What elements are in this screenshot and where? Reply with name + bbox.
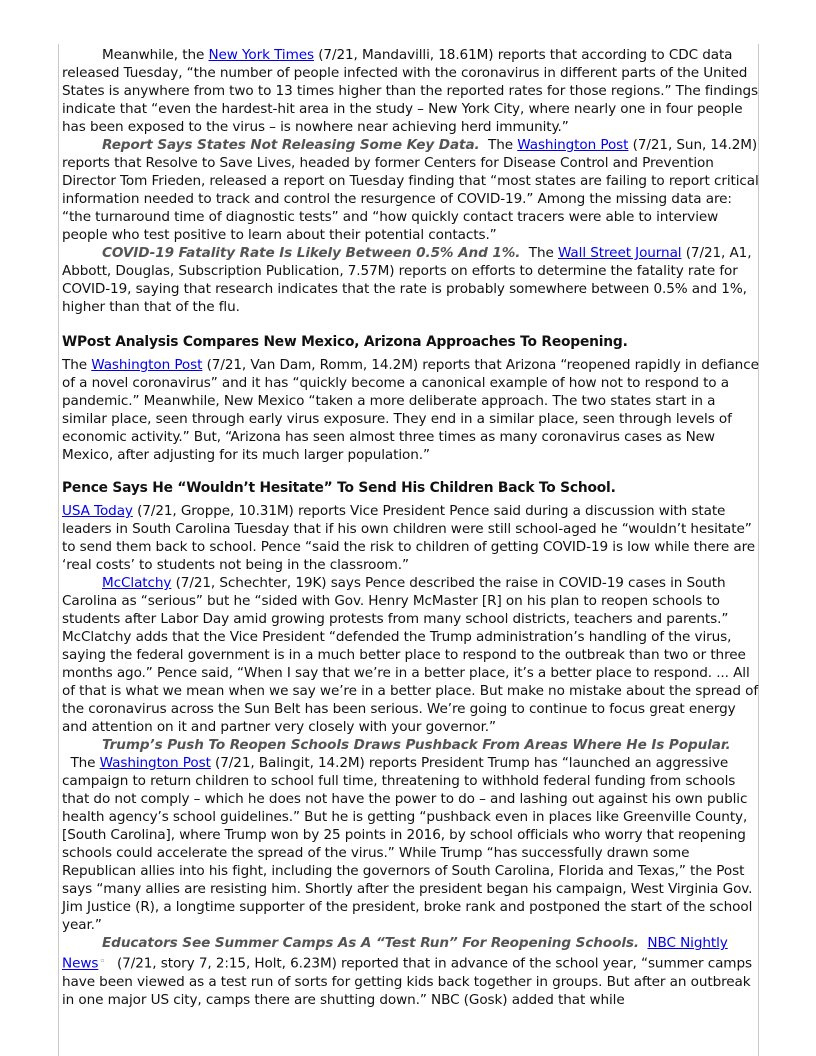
text: The	[479, 137, 518, 153]
link-wall-street-journal[interactable]: Wall Street Journal	[557, 245, 682, 261]
paragraph-trump-pushback	[62, 736, 759, 934]
paragraph-mcclatchy	[62, 574, 759, 736]
link-nbc-nightly-news[interactable]: NBC Nightly News	[62, 935, 728, 972]
paragraph-summer-camps	[62, 934, 759, 1009]
text: (7/21, Schechter, 19K) says Pence described the raise in COVID-19 cases in South Carolina as “serious” but he “sided with Gov. Henry McMaster [R] on his plan to reopen schools to students after Labor Day amid growing protests from many school districts, teachers and parents.” McClatchy adds that the Vice President “defended the Trump administration’s handling of the virus, saying the federal government is in a much better place to respond to the outbreak than two or three months ago.” Pence said, “When I say that we’re in a better place, it’s a better place to respond. ... All of that is what we mean when we say we’re in a better place. But make no mistake about the spread of the coronavirus across the Sun Belt has been serious. We’re going to continue to focus great energy and attention on it and partner very closely with your governor.”	[62, 575, 759, 735]
link-washington-post[interactable]: Washington Post	[91, 357, 203, 373]
paragraph-fatality-rate	[62, 244, 759, 316]
paragraph-arizona-new-mexico	[62, 356, 759, 464]
paragraph-usa-today	[62, 502, 759, 574]
video-marker-icon: ▫	[100, 957, 105, 964]
text: Meanwhile, the	[102, 47, 209, 63]
text: The	[520, 245, 558, 261]
text: The	[62, 357, 92, 373]
article-body	[62, 46, 759, 1009]
text: (7/21, Groppe, 10.31M) reports Vice President Pence said during a discussion with state leaders in South Carolina Tuesday that if his own children were still school-aged he “wouldn’t hesitate” to send them back to school. Pence “said the risk to children of getting COVID-19 is low while there are ‘real costs’ to students not being in the classroom.”	[62, 503, 756, 573]
subheadline: Report Says States Not Releasing Some Key Data.	[102, 137, 480, 153]
text: (7/21, Van Dam, Romm, 14.2M) reports that Arizona “reopened rapidly in defiance of a novel coronavirus” and it has “quickly become a canonical example of how not to respond to a pandemic.” Meanwhile, New Mexico “taken a more deliberate approach. The two states start in a similar place, seen through early virus exposure. They end in a similar place, seen through levels of economic activity.” But, “Arizona has seen almost three times as many coronavirus cases as New Mexico, after adjusting for its much larger population.”	[62, 357, 759, 463]
subheadline: Trump’s Push To Reopen Schools Draws Pushback From Areas Where He Is Popular.	[102, 737, 731, 753]
section-heading-pence: Pence Says He “Wouldn’t Hesitate” To Send His Children Back To School.	[62, 480, 616, 496]
subheadline: COVID-19 Fatality Rate Is Likely Between 0.5% And 1%.	[102, 245, 521, 261]
text: (7/21, Sun, 14.2M) reports that Resolve to Save Lives, headed by former Centers for Disease Control and Prevention Director Tom Frieden, released a report on Tuesday finding that “most states are failing to report critical information needed to track and control the resurgence of COVID-19.” Among the missing data are: “the turnaround time of diagnostic tests” and “how quickly contact tracers were able to interview people who test positive to learn about their potential contacts.”	[62, 137, 759, 243]
link-mcclatchy[interactable]: McClatchy	[102, 575, 172, 591]
text: (7/21, Mandavilli, 18.61M) reports that according to CDC data released Tuesday, “the number of people infected with the coronavirus in different parts of the United States is anywhere from two to 13 times higher than the reported rates for those regions.” The findings indicate that “even the hardest-hit area in the study – New York City, where nearly one in four people has been exposed to the virus – is nowhere near achieving herd immunity.”	[62, 47, 758, 135]
text: (7/21, story 7, 2:15, Holt, 6.23M) reported that in advance of the school year, “summer camps have been viewed as a test run of sorts for getting kids back together in groups. But after an outbreak in one major US city, camps there are shutting down.” NBC (Gosk) added that while	[62, 955, 757, 1008]
link-washington-post[interactable]: Washington Post	[99, 755, 211, 771]
subheadline: Educators See Summer Camps As A “Test Run” For Reopening Schools.	[102, 935, 639, 951]
section-heading-wpost-analysis: WPost Analysis Compares New Mexico, Arizona Approaches To Reopening.	[62, 334, 628, 350]
text: The	[62, 755, 100, 771]
link-washington-post[interactable]: Washington Post	[517, 137, 629, 153]
text: (7/21, A1, Abbott, Douglas, Subscription Publication, 7.57M) reports on efforts to determine the fatality rate for COVID-19, saying that research indicates that the rate is probably somewhere between 0.5% and 1%, higher than that of the flu.	[62, 245, 752, 315]
paragraph-states-data	[62, 136, 759, 244]
document-page	[58, 44, 759, 1056]
paragraph-nyt	[62, 46, 759, 136]
text: (7/21, Balingit, 14.2M) reports President Trump has “launched an aggressive campaign to return children to school full time, threatening to withhold federal funding from schools that do not comply – which he does not have the power to do – and lashing out against his own public health agency’s school guidelines.” But he is getting “pushback even in places like Greenville County, [South Carolina], where Trump won by 25 points in 2016, by school officials who worry that reopening schools could accelerate the spread of the virus.” While Trump “has successfully drawn some Republican allies into his fight, including the governors of South Carolina, Florida and Texas,” the Post says “many allies are resisting him. Shortly after the president began his campaign, West Virginia Gov. Jim Justice (R), a longtime supporter of the president, broke rank and postponed the start of the school year.”	[62, 755, 753, 933]
link-new-york-times[interactable]: New York Times	[208, 47, 314, 63]
link-usa-today[interactable]: USA Today	[62, 503, 133, 519]
